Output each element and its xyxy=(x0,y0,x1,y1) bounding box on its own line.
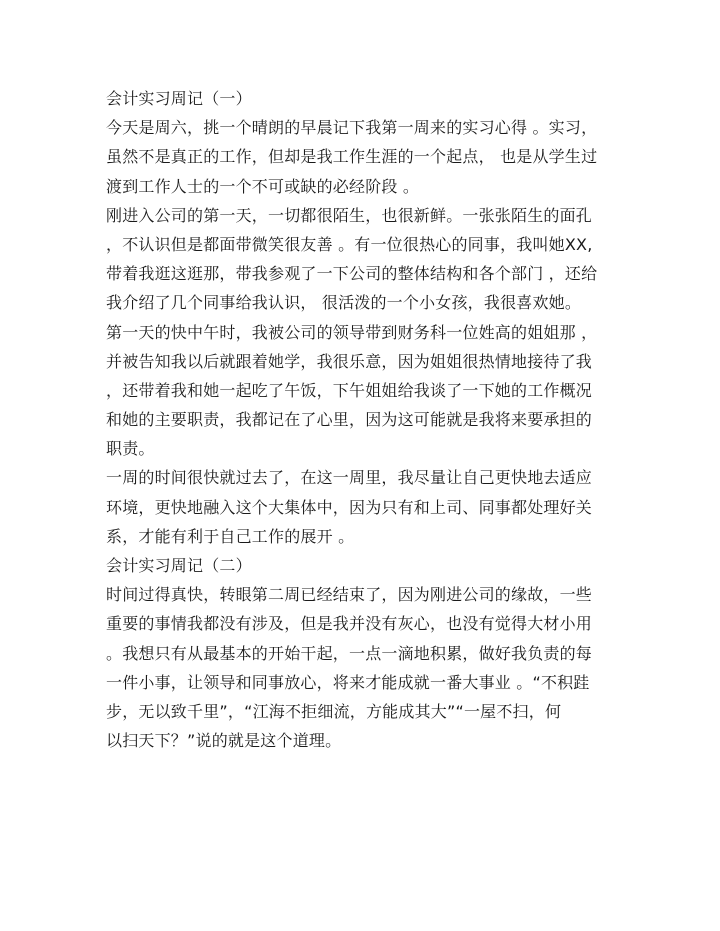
text-line: 。我想只有从最基本的开始干起，一点一滴地积累，做好我负责的每 xyxy=(106,643,593,663)
text-line: 重要的事情我都没有涉及，但是我并没有灰心，也没有觉得大材小用 xyxy=(106,614,593,634)
text-line: 并被告知我以后就跟着她学，我很乐意，因为姐姐很热情地接待了我 xyxy=(106,351,593,371)
text-line: 我介绍了几个同事给我认识， 很活泼的一个小女孩，我很喜欢她。 xyxy=(106,293,582,313)
text-line: 虽然不是真正的工作，但却是我工作生涯的一个起点， 也是从学生过 xyxy=(106,147,598,167)
text-line: 环境，更快地融入这个大集体中，因为只有和上司、同事都处理好关 xyxy=(106,497,593,517)
text-line: 今天是周六，挑一个晴朗的早晨记下我第一周来的实习心得 。实习， xyxy=(106,118,598,138)
text-line: 系，才能有利于自己工作的展开 。 xyxy=(106,526,355,546)
text-line: 步，无以致千里”，“江海不拒细流，方能成其大”“一屋不扫，何 xyxy=(106,701,562,721)
text-line: 职责。 xyxy=(106,439,155,459)
text-line: 时间过得真快，转眼第二周已经结束了，因为刚进公司的缘故，一些 xyxy=(106,585,593,605)
heading-week-1: 会计实习周记（一） xyxy=(106,89,252,108)
text-line: 带着我逛这逛那，带我参观了一下公司的整体结构和各个部门 ，还给 xyxy=(106,264,598,284)
text-line: 刚进入公司的第一天，一切都很陌生，也很新鲜。一张张陌生的面孔 xyxy=(106,205,593,225)
text-line: 一周的时间很快就过去了，在这一周里，我尽量让自己更快地去适应 xyxy=(106,468,593,488)
document-body xyxy=(106,84,646,755)
text-line: 渡到工作人士的一个不可或缺的必经阶段 。 xyxy=(106,176,420,196)
text-line: 第一天的快中午时，我被公司的领导带到财务科一位姓高的姐姐那 ， xyxy=(106,322,598,342)
text-line: ，还带着我和她一起吃了午饭，下午姐姐给我谈了一下她的工作概况 xyxy=(106,380,593,400)
text-line: ，不认识但是都面带微笑很友善 。有一位很热心的同事，我叫她XX, xyxy=(106,234,593,254)
text-line: 和她的主要职责，我都记在了心里，因为这可能就是我将来要承担的 xyxy=(106,410,593,430)
heading-week-2: 会计实习周记（二） xyxy=(106,556,252,575)
text-line: 以扫天下？”说的就是这个道理。 xyxy=(106,731,342,751)
text-line: 一件小事，让领导和同事放心，将来才能成就一番大事业 。“不积跬 xyxy=(106,672,590,692)
